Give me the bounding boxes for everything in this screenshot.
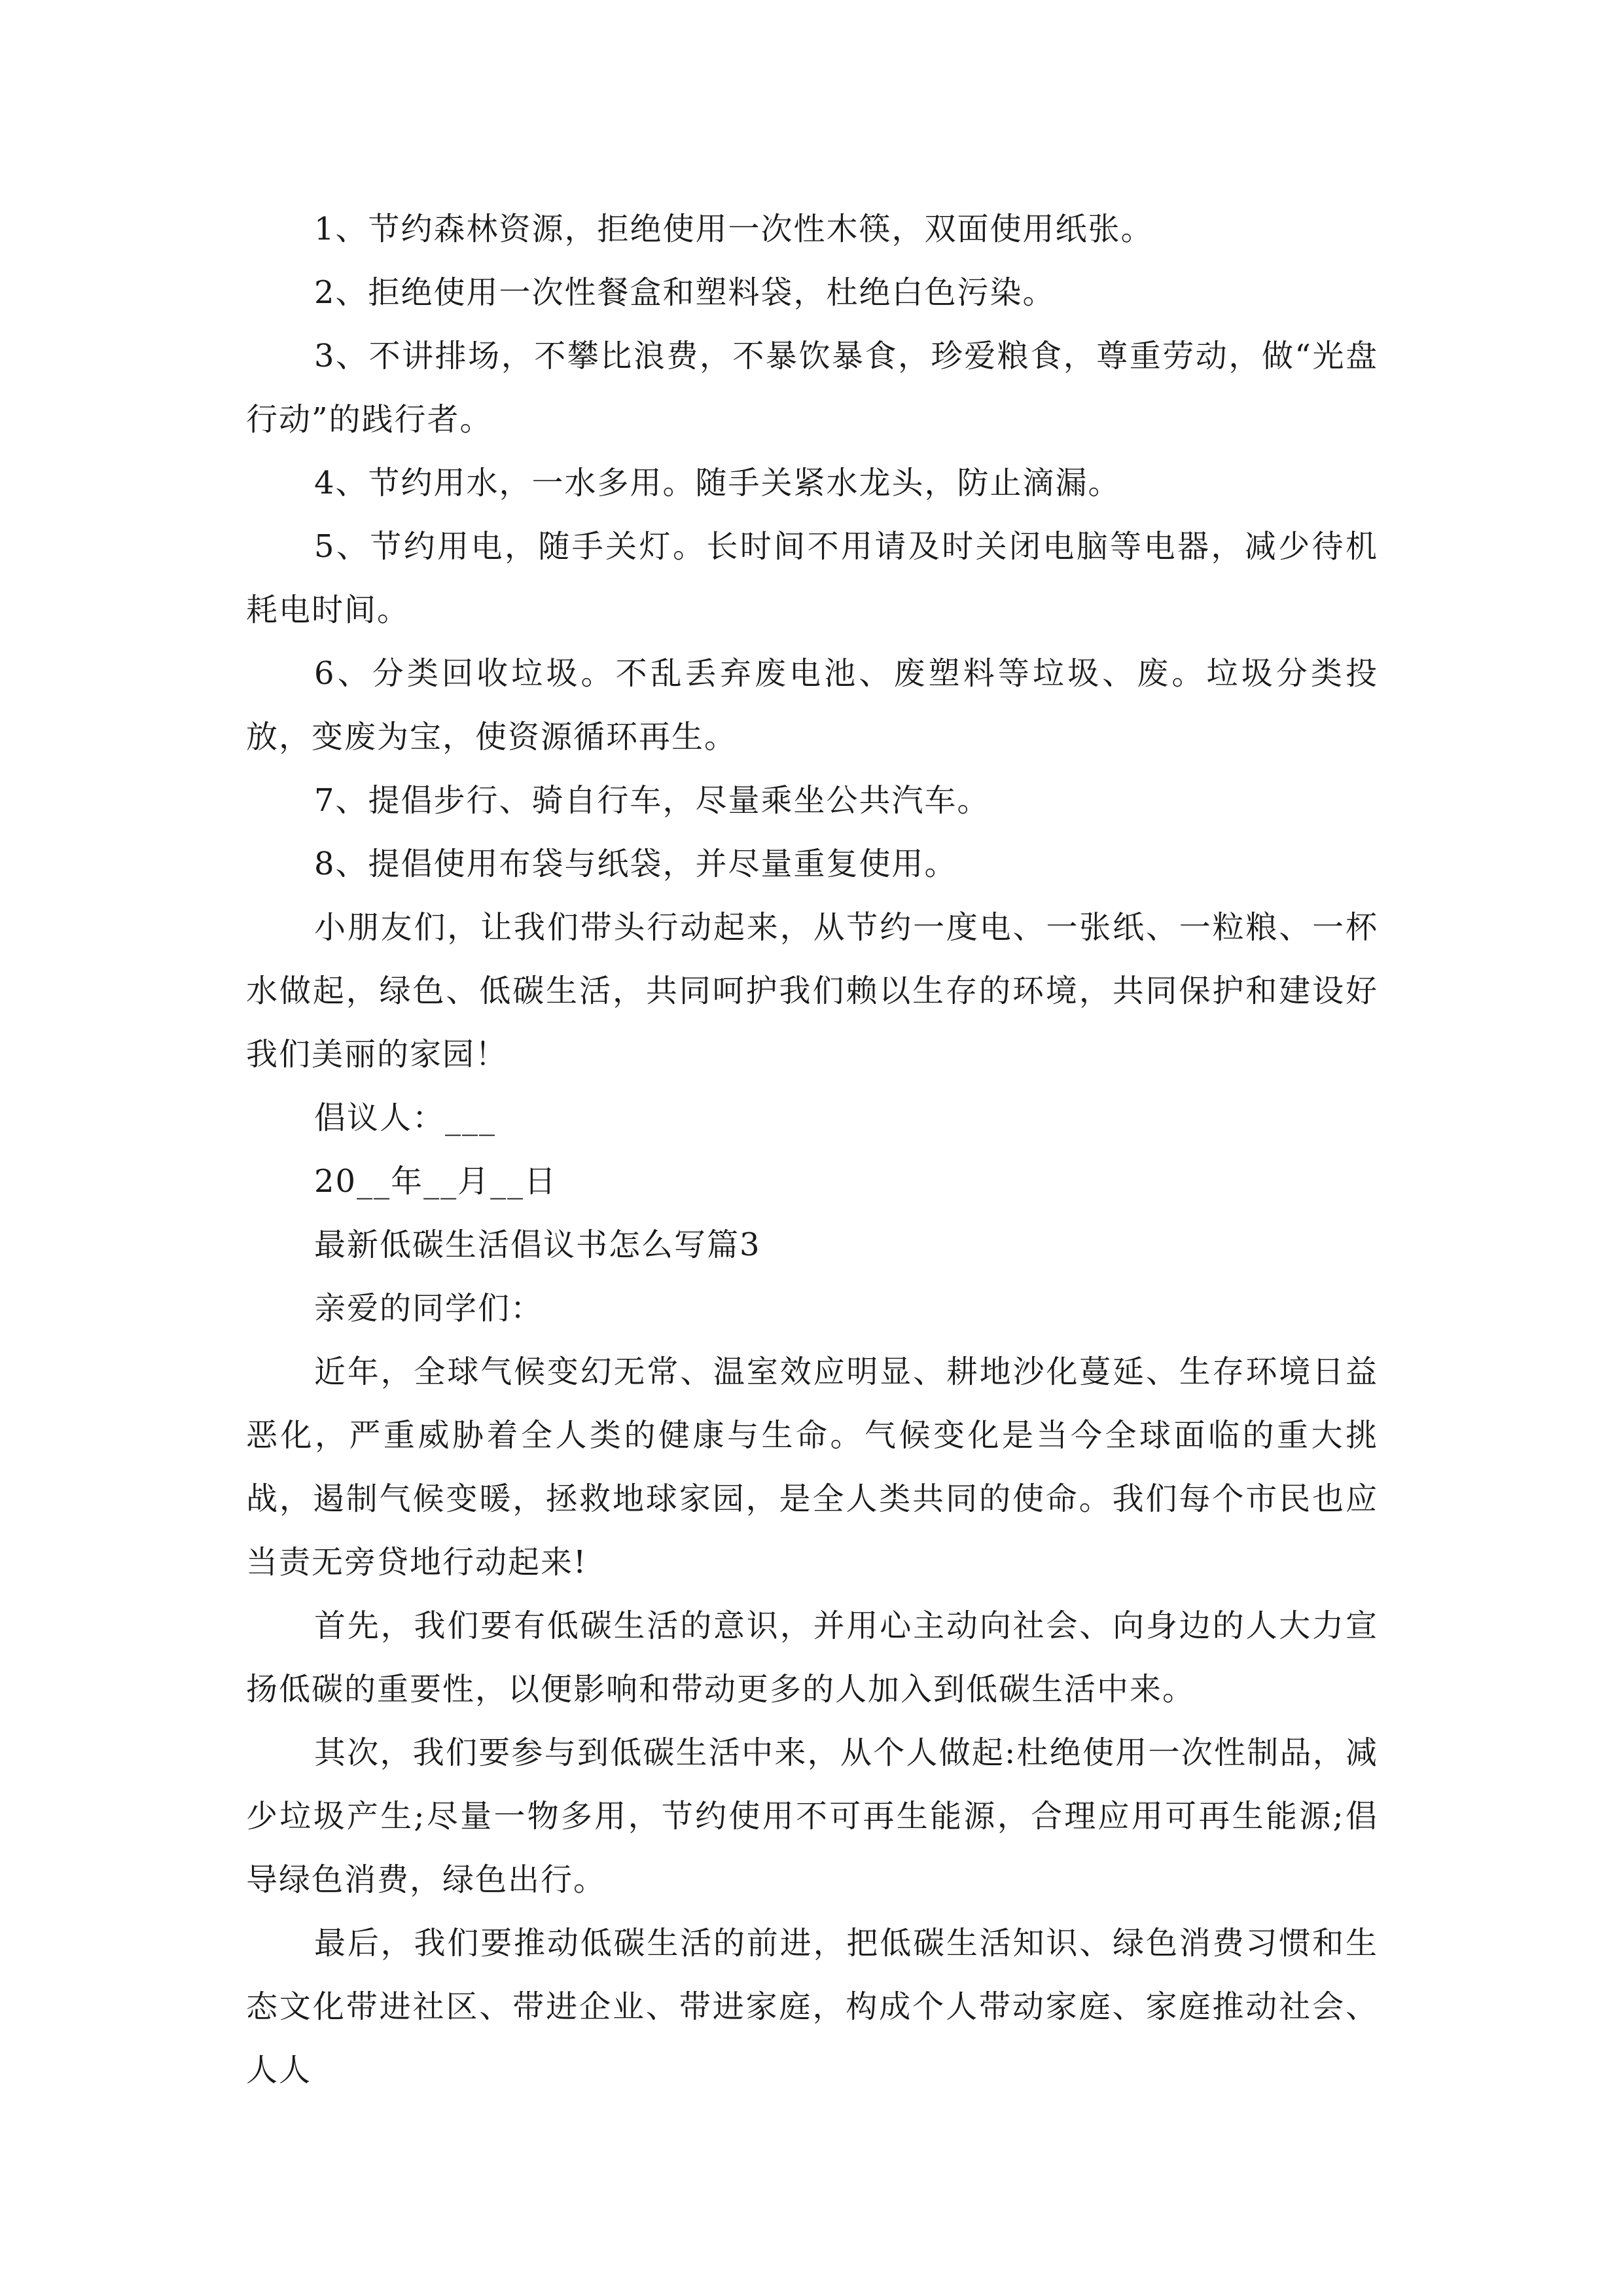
list-item-1: 1、节约森林资源，拒绝使用一次性木筷，双面使用纸张。 (314, 211, 1154, 247)
proposer-line: 倡议人：___ (314, 1100, 497, 1136)
section-title: 最新低碳生活倡议书怎么写篇3 (314, 1227, 761, 1263)
salutation: 亲爱的同学们： (314, 1290, 544, 1327)
list-item-2: 2、拒绝使用一次性餐盒和塑料袋，杜绝白色污染。 (314, 274, 1056, 311)
body-paragraph: 最后，我们要推动低碳生活的前进，把低碳生活知识、绿色消费习惯和生态文化带进社区、带进企业、带进家庭，构成个人带动家庭、家庭推动社会、人人 (246, 1925, 1378, 2089)
closing-paragraph: 小朋友们，让我们带头行动起来，从节约一度电、一张纸、一粒粮、一杯水做起，绿色、低碳生活，共同呵护我们赖以生存的环境，共同保护和建设好我们美丽的家园！ (246, 909, 1378, 1073)
document-page (246, 198, 1378, 2102)
list-item-6: 6、分类回收垃圾。不乱丢弃废电池、废塑料等垃圾、废。垃圾分类投放，变废为宝，使资源循环再生。 (246, 655, 1378, 755)
body-paragraph: 首先，我们要有低碳生活的意识，并用心主动向社会、向身边的人大力宣扬低碳的重要性，以便影响和带动更多的人加入到低碳生活中来。 (246, 1607, 1378, 1708)
date-line: 20__年__月__日 (314, 1163, 558, 1200)
list-item-4: 4、节约用水，一水多用。随手关紧水龙头，防止滴漏。 (314, 465, 1121, 501)
list-item-3: 3、不讲排场，不攀比浪费，不暴饮暴食，珍爱粮食，尊重劳动，做“光盘行动”的践行者。 (246, 338, 1378, 438)
body-paragraph: 其次，我们要参与到低碳生活中来，从个人做起:杜绝使用一次性制品，减少垃圾产生;尽量一物多用，节约使用不可再生能源，合理应用可再生能源;倡导绿色消费，绿色出行。 (246, 1734, 1378, 1898)
list-item-7: 7、提倡步行、骑自行车，尽量乘坐公共汽车。 (314, 782, 990, 819)
body-paragraph: 近年，全球气候变幻无常、温室效应明显、耕地沙化蔓延、生存环境日益恶化，严重威胁着全人类的健康与生命。气候变化是当今全球面临的重大挑战，遏制气候变暖，拯救地球家园，是全人类共同的使命。我们每个市民也应当责无旁贷地行动起来! (246, 1354, 1378, 1581)
list-item-5: 5、节约用电，随手关灯。长时间不用请及时关闭电脑等电器，减少待机耗电时间。 (246, 528, 1378, 628)
list-item-8: 8、提倡使用布袋与纸袋，并尽量重复使用。 (314, 846, 957, 882)
